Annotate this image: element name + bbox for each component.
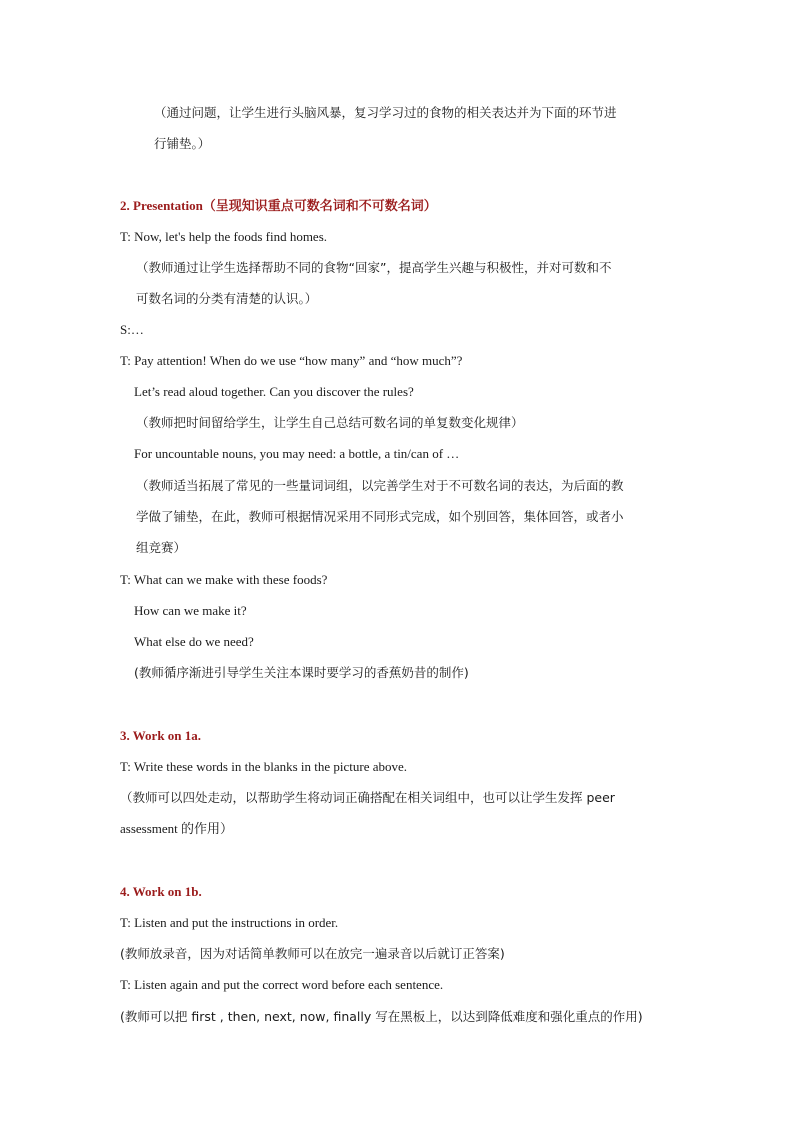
teacher-note: (教师可以把 first , then, next, now, finally 写在黑板上，以达到降低难度和强化重点的作用): [120, 1009, 643, 1024]
teacher-note: 学做了铺垫，在此，教师可根据情况采用不同形式完成，如个别回答，集体回答，或者小: [136, 509, 624, 524]
intro-note-line1: （通过问题，让学生进行头脑风暴，复习学习过的食物的相关表达并为下面的环节进: [154, 105, 617, 120]
section-heading-work-1b: 4. Work on 1b.: [120, 884, 202, 899]
teacher-line: For uncountable nouns, you may need: a bottle, a tin/can of …: [134, 446, 460, 461]
teacher-line: T: Listen and put the instructions in order.: [120, 915, 339, 930]
teacher-note: （教师可以四处走动，以帮助学生将动词正确搭配在相关词组中，也可以让学生发挥 peer: [120, 790, 615, 805]
section-heading-work-1a: 3. Work on 1a.: [120, 728, 202, 743]
teacher-note: (教师放录音，因为对话简单教师可以在放完一遍录音以后就订正答案): [120, 946, 505, 961]
teacher-note: (教师循序渐进引导学生关注本课时要学习的香蕉奶昔的制作): [134, 665, 469, 680]
teacher-note: （教师适当拓展了常见的一些量词词组，以完善学生对于不可数名词的表达，为后面的教: [136, 478, 624, 493]
teacher-note: 可数名词的分类有清楚的认识。）: [136, 291, 318, 306]
teacher-line: T: Pay attention! When do we use “how many” and “how much”?: [120, 353, 463, 368]
teacher-note: （教师通过让学生选择帮助不同的食物“回家”，提高学生兴趣与积极性，并对可数和不: [136, 260, 612, 275]
teacher-line: T: Now, let's help the foods find homes.: [120, 229, 328, 244]
teacher-line: Let’s read aloud together. Can you discover the rules?: [134, 384, 414, 399]
section-heading-presentation: 2. Presentation（呈现知识重点可数名词和不可数名词）: [120, 198, 437, 213]
teacher-line: T: Write these words in the blanks in the picture above.: [120, 759, 408, 774]
teacher-line: How can we make it?: [134, 603, 247, 618]
teacher-note: 组竞赛）: [136, 540, 187, 555]
student-line: S:…: [120, 322, 144, 337]
teacher-line: T: What can we make with these foods?: [120, 572, 328, 587]
teacher-note: （教师把时间留给学生，让学生自己总结可数名词的单复数变化规律）: [136, 415, 524, 430]
intro-note-line2: 行铺垫。）: [154, 136, 211, 151]
teacher-note: assessment 的作用）: [120, 821, 234, 836]
teacher-line: What else do we need?: [134, 634, 254, 649]
teacher-line: T: Listen again and put the correct word before each sentence.: [120, 977, 444, 992]
